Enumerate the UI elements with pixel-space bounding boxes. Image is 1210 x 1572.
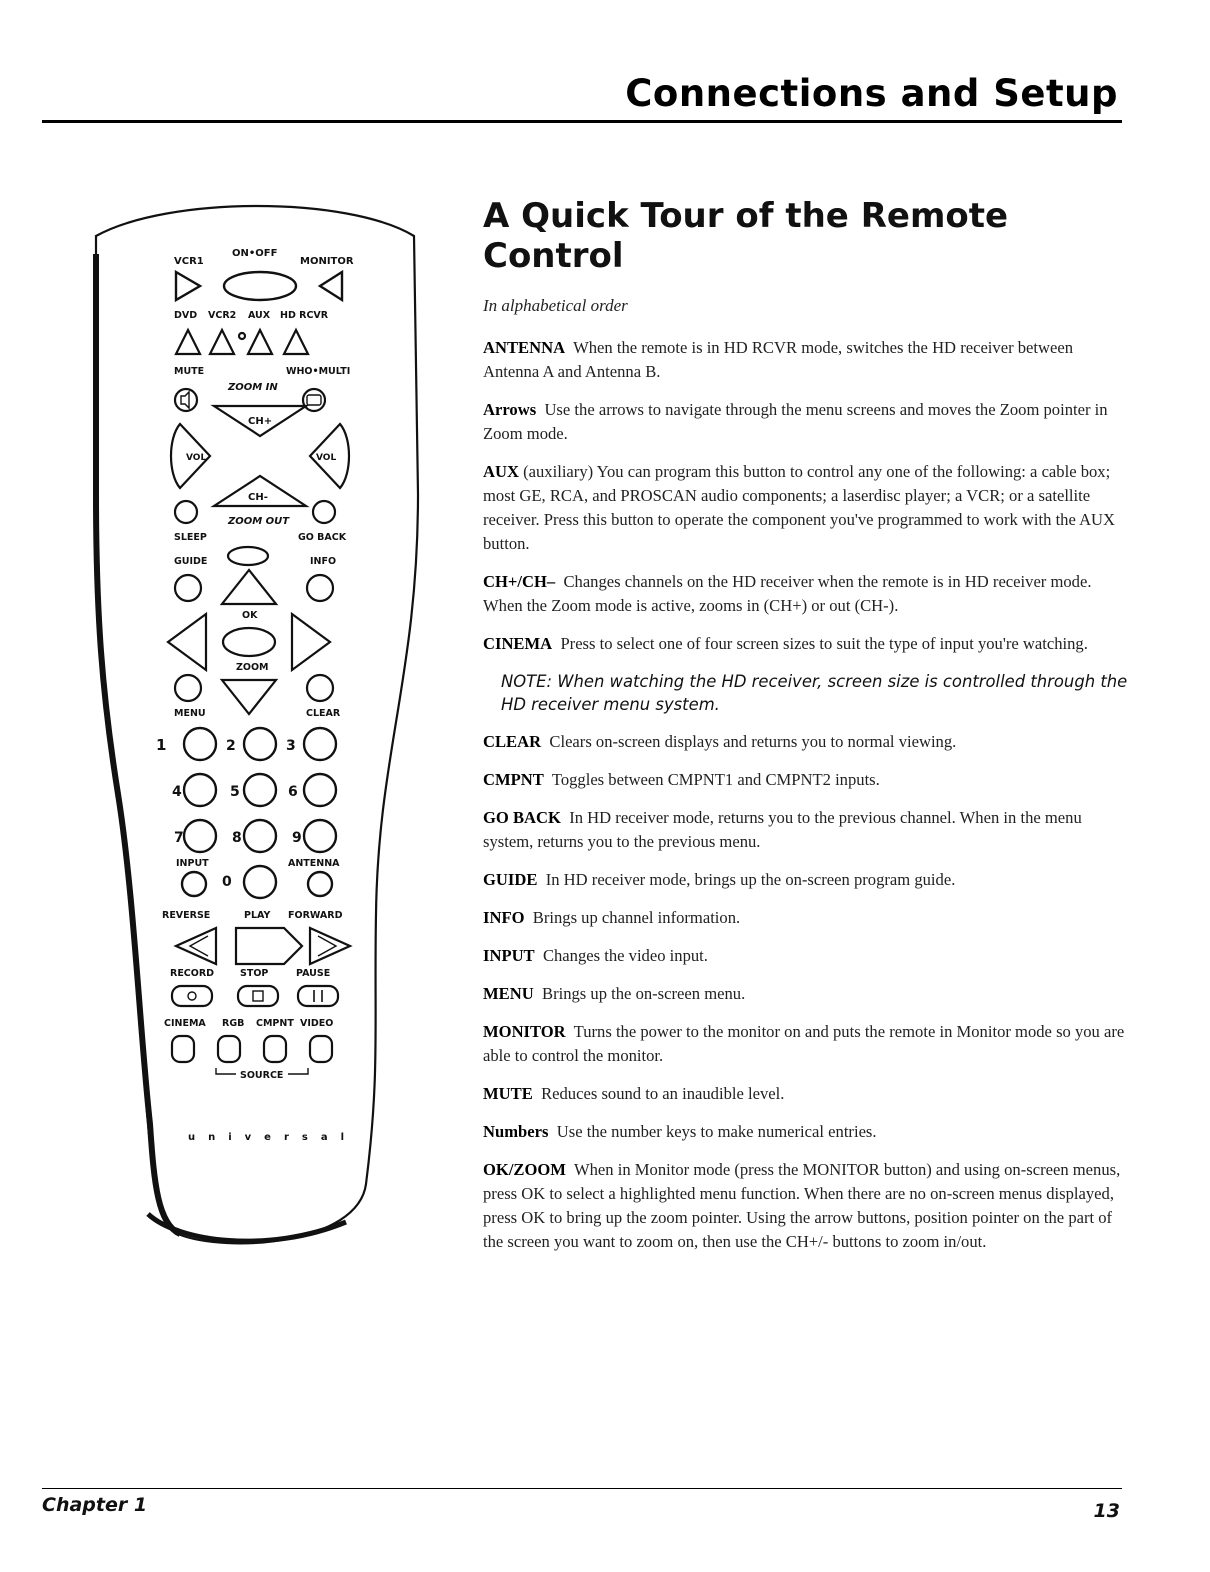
- input-button: [182, 872, 206, 896]
- clear-button: [307, 675, 333, 701]
- label-n3: 3: [286, 738, 296, 754]
- ok-zoom-button: [223, 628, 275, 656]
- arrow-left-button: [168, 614, 206, 670]
- whomulti-button: [303, 389, 325, 411]
- entry-term: CH+/CH–: [483, 572, 556, 591]
- label-n0: 0: [222, 874, 232, 890]
- label-n2: 2: [226, 738, 236, 754]
- record-button: [172, 986, 212, 1006]
- entry-term: CLEAR: [483, 732, 542, 751]
- arrow-up-button: [222, 570, 276, 604]
- vcr1-button: [176, 272, 200, 300]
- guide-help-button: [228, 547, 268, 565]
- entry-text: Changes the video input.: [542, 946, 708, 965]
- entry-text: When in Monitor mode (press the MONITOR button) and using on-screen menus, press OK to select a highlighted menu function. When there are no on-screen menus displayed, press OK to bring up the zoom pointer. Using the arrow buttons, position pointer on the part of the screen you want to zoom on, then use the CH+/- buttons to zoom in/out.: [483, 1160, 1121, 1251]
- entry-guide: [483, 868, 1128, 892]
- label-ok: OK: [242, 610, 258, 621]
- number-9-button: [304, 820, 336, 852]
- number-4-button: [184, 774, 216, 806]
- hdrcvr-button: [284, 330, 308, 354]
- number-5-button: [244, 774, 276, 806]
- entry-text: (auxiliary) You can program this button to control any one of the following: a cable box; most GE, RCA, and PROSCAN audio components; a laserdisc player; a VCR; or a satellite receiver. Press this button to operate the component you've programmed to work with the AUX button.: [483, 462, 1116, 553]
- dvd-button: [176, 330, 200, 354]
- footer-chapter: Chapter 1: [42, 1494, 148, 1516]
- reverse-button: [176, 928, 216, 964]
- whomulti-icon: [307, 395, 321, 405]
- label-source: SOURCE: [240, 1070, 284, 1081]
- entry-text: Changes channels on the HD receiver when the remote is in HD receiver mode. When the Zoom mode is active, zooms in (CH+) or out (CH-).: [483, 572, 1092, 615]
- mute-button: [175, 389, 197, 411]
- entry-text: Use the number keys to make numerical entries.: [556, 1122, 877, 1141]
- remote-bottom-shadow: [148, 1214, 346, 1241]
- entry-goback: [483, 806, 1128, 854]
- entry-text: Reduces sound to an inaudible level.: [541, 1084, 785, 1103]
- brand-universal: universal: [188, 1132, 358, 1143]
- label-chplus: CH+: [248, 416, 273, 427]
- label-menu: MENU: [174, 708, 206, 719]
- pause-button: [298, 986, 338, 1006]
- entry-okzoom: [483, 1158, 1128, 1254]
- label-n1: 1: [156, 736, 167, 754]
- label-zoomin: ZOOM IN: [228, 382, 278, 393]
- pause-icon: [314, 990, 322, 1002]
- label-chminus: CH-: [248, 492, 268, 503]
- number-7-button: [184, 820, 216, 852]
- arrow-right-button: [292, 614, 330, 670]
- remote-body-shadow: [96, 254, 180, 1234]
- onoff-button: [224, 272, 296, 300]
- label-info: INFO: [310, 556, 337, 567]
- label-onoff: ON•OFF: [232, 248, 278, 259]
- label-record: RECORD: [170, 968, 215, 979]
- video-button: [310, 1036, 332, 1062]
- number-8-button: [244, 820, 276, 852]
- entry-term: OK/ZOOM: [483, 1160, 566, 1179]
- label-mute: MUTE: [174, 366, 205, 377]
- label-pause: PAUSE: [296, 968, 331, 979]
- main-content: [483, 196, 1128, 1268]
- play-button: [236, 928, 302, 964]
- entry-text: Press to select one of four screen sizes to suit the type of input you're watching.: [560, 634, 1088, 653]
- number-6-button: [304, 774, 336, 806]
- label-cmpnt: CMPNT: [256, 1018, 294, 1029]
- label-vol-left: VOL: [186, 453, 207, 463]
- label-vol-right: VOL: [316, 453, 337, 463]
- label-vcr1: VCR1: [174, 256, 204, 267]
- entry-term: CINEMA: [483, 634, 553, 653]
- label-guide: GUIDE: [174, 556, 208, 567]
- entry-term: GO BACK: [483, 808, 561, 827]
- label-cinema: CINEMA: [164, 1018, 206, 1029]
- label-stop: STOP: [240, 968, 269, 979]
- entry-text: Toggles between CMPNT1 and CMPNT2 inputs.: [551, 770, 880, 789]
- page-number: 13: [1093, 1500, 1120, 1522]
- entry-aux: [483, 460, 1128, 556]
- entry-arrows: [483, 398, 1128, 446]
- record-icon: [188, 992, 196, 1000]
- entry-ch: [483, 570, 1128, 618]
- aux-button: [248, 330, 272, 354]
- entry-term: MUTE: [483, 1084, 533, 1103]
- number-3-button: [304, 728, 336, 760]
- header-rule: [42, 120, 1122, 123]
- label-hdrcvr: HD RCVR: [280, 310, 329, 321]
- label-zoomout: ZOOM OUT: [228, 516, 290, 527]
- arrow-down-button: [222, 680, 276, 714]
- antenna-button: [308, 872, 332, 896]
- entry-text: Use the arrows to navigate through the menu screens and moves the Zoom pointer in Zoom mode.: [483, 400, 1108, 443]
- label-dvd: DVD: [174, 310, 198, 321]
- entry-term: MENU: [483, 984, 534, 1003]
- entry-term: GUIDE: [483, 870, 538, 889]
- remote-svg: [88, 194, 428, 1254]
- label-monitor: MONITOR: [300, 256, 354, 267]
- rgb-button: [218, 1036, 240, 1062]
- entry-text: Clears on-screen displays and returns you to normal viewing.: [549, 732, 957, 751]
- page-header-title: Connections and Setup: [625, 72, 1118, 115]
- label-vcr2: VCR2: [208, 310, 237, 321]
- label-n4: 4: [172, 784, 182, 800]
- entry-input: [483, 944, 1128, 968]
- entry-text: In HD receiver mode, brings up the on-screen program guide.: [545, 870, 956, 889]
- number-0-button: [244, 866, 276, 898]
- forward-button: [310, 928, 350, 964]
- label-n8: 8: [232, 830, 242, 846]
- number-2-button: [244, 728, 276, 760]
- section-heading: A Quick Tour of the Remote Control: [483, 196, 1009, 276]
- entry-clear: [483, 730, 1128, 754]
- entry-term: Numbers: [483, 1122, 549, 1141]
- label-rgb: RGB: [222, 1018, 245, 1029]
- label-sleep: SLEEP: [174, 532, 207, 543]
- label-n5: 5: [230, 784, 240, 800]
- entry-mute: [483, 1082, 1128, 1106]
- note-text: When watching the HD receiver, screen size is controlled through the HD receiver menu system.: [501, 672, 1128, 714]
- entry-antenna: [483, 336, 1128, 384]
- guide-button: [175, 575, 201, 601]
- sleep-button: [175, 501, 197, 523]
- label-n6: 6: [288, 784, 298, 800]
- stop-icon: [253, 991, 263, 1001]
- entry-text: When the remote is in HD RCVR mode, switches the HD receiver between Antenna A and Antenna B.: [483, 338, 1074, 381]
- label-antenna: ANTENNA: [288, 858, 340, 869]
- label-aux: AUX: [248, 310, 271, 321]
- entry-term: INPUT: [483, 946, 535, 965]
- label-n7: 7: [174, 830, 184, 846]
- entry-term: INFO: [483, 908, 525, 927]
- entry-info: [483, 906, 1128, 930]
- label-forward: FORWARD: [288, 910, 343, 921]
- label-clear: CLEAR: [306, 708, 341, 719]
- label-zoom: ZOOM: [236, 662, 269, 673]
- monitor-button: [320, 272, 342, 300]
- note-label: NOTE:: [501, 672, 553, 691]
- entry-term: ANTENNA: [483, 338, 566, 357]
- entry-cmpnt: [483, 768, 1128, 792]
- entry-numbers: [483, 1120, 1128, 1144]
- label-n9: 9: [292, 830, 302, 846]
- label-whomulti: WHO•MULTI: [286, 366, 351, 377]
- entry-monitor: [483, 1020, 1128, 1068]
- number-1-button: [184, 728, 216, 760]
- entry-text: In HD receiver mode, returns you to the previous channel. When in the menu system, returns you to the previous menu.: [483, 808, 1082, 851]
- note: [501, 670, 1128, 716]
- label-reverse: REVERSE: [162, 910, 211, 921]
- entry-term: AUX: [483, 462, 519, 481]
- stop-button: [238, 986, 278, 1006]
- info-button: [307, 575, 333, 601]
- remote-control-illustration: [88, 194, 428, 1254]
- entry-term: MONITOR: [483, 1022, 566, 1041]
- menu-button: [175, 675, 201, 701]
- entry-term: Arrows: [483, 400, 537, 419]
- entry-text: Brings up channel information.: [532, 908, 741, 927]
- mute-icon: [181, 392, 189, 408]
- cmpnt-button: [264, 1036, 286, 1062]
- entry-menu: [483, 982, 1128, 1006]
- entry-cinema: [483, 632, 1128, 656]
- aux-indicator-icon: [239, 333, 245, 339]
- entry-text: Brings up the on-screen menu.: [542, 984, 746, 1003]
- label-goback: GO BACK: [298, 532, 347, 543]
- entry-text: Turns the power to the monitor on and puts the remote in Monitor mode so you are able to control the monitor.: [483, 1022, 1125, 1065]
- section-subtitle: In alphabetical order: [483, 296, 628, 315]
- label-play: PLAY: [244, 910, 271, 921]
- entry-term: CMPNT: [483, 770, 544, 789]
- footer-rule: [42, 1488, 1122, 1489]
- cinema-button: [172, 1036, 194, 1062]
- label-input: INPUT: [176, 858, 209, 869]
- label-video: VIDEO: [300, 1018, 334, 1029]
- vcr2-button: [210, 330, 234, 354]
- goback-button: [313, 501, 335, 523]
